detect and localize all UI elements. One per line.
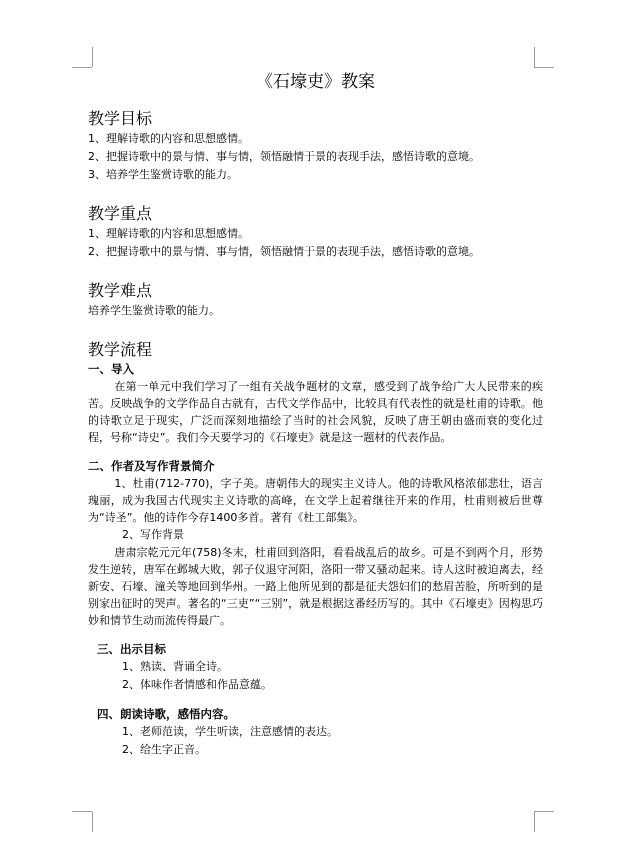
crop-mark-top-right-h <box>534 67 554 68</box>
background-paragraph: 唐肃宗乾元元年(758)冬末，杜甫回到洛阳，看看战乱后的故乡。可是不到两个月，形势发生逆转，唐军在邺城大败，郭子仪退守河阳，洛阳一带又骚动起来。诗人这时被迫离去，经新安、石壕、潼关等地回到华州。一路上他所见到的都是征夫怨妇们的愁眉苦脸，所听到的是别家出征时的哭声。著名的“三吏”“三别”，就是根据这番经历写的。其中《石壕吏》因构思巧妙和情节生动而流传得最广。 <box>88 546 543 627</box>
author-heading: 二、作者及写作背景简介 <box>88 459 215 473</box>
author-paragraph: 1、杜甫(712-770)，字子美。唐朝伟大的现实主义诗人。他的诗歌风格浓郁悲壮，语言瑰丽，成为我国古代现实主义诗歌的高峰，在文学上起着继往开来的作用，杜甫则被后世尊为“诗圣”。他的诗作今存1400多首。著有《杜工部集》。 <box>88 477 543 524</box>
reading-item: 1、老师范读，学生听读，注意感情的表达。 <box>122 725 338 738</box>
crop-mark-bottom-left-h <box>72 811 92 812</box>
goal-item: 1、熟读、背诵全诗。 <box>122 660 228 673</box>
reading-heading: 四、朗读诗歌，感悟内容。 <box>97 707 235 721</box>
document-title: 《石壕吏》教案 <box>256 72 375 92</box>
difficulty-heading: 教学难点 <box>88 281 153 300</box>
document-body <box>88 70 543 759</box>
intro-paragraph: 在第一单元中我们学习了一组有关战争题材的文章，感受到了战争给广大人民带来的疾苦。反映战争的文学作品自古就有，古代文学作品中，比较具有代表性的就是杜甫的诗歌。他的诗歌立足于现实，广泛而深刻地描绘了当时的社会风貌，反映了唐王朝由盛而衰的变化过程，号称“诗史”。我们今天要学习的《石壕吏》就是这一题材的代表作品。 <box>88 380 543 444</box>
goals-heading: 三、出示目标 <box>97 642 166 656</box>
objective-item: 2、把握诗歌中的景与情、事与情，领悟融情于景的表现手法，感悟诗歌的意境。 <box>88 150 480 163</box>
focus-item: 2、把握诗歌中的景与情、事与情，领悟融情于景的表现手法，感悟诗歌的意境。 <box>88 245 480 258</box>
crop-mark-top-left-h <box>72 67 92 68</box>
focus-heading: 教学重点 <box>88 204 153 223</box>
objective-item: 1、理解诗歌的内容和思想感情。 <box>88 132 249 145</box>
objectives-heading: 教学目标 <box>88 109 153 128</box>
process-heading: 教学流程 <box>88 340 153 359</box>
reading-item: 2、给生字正音。 <box>122 743 206 756</box>
crop-mark-top-left-v <box>92 47 93 67</box>
background-subheading: 2、写作背景 <box>122 528 184 541</box>
crop-mark-bottom-right-h <box>534 811 554 812</box>
crop-mark-top-right-v <box>534 47 535 67</box>
objective-item: 3、培养学生鉴赏诗歌的能力。 <box>88 168 238 181</box>
intro-heading: 一、导入 <box>88 362 134 376</box>
difficulty-item: 培养学生鉴赏诗歌的能力。 <box>88 304 220 317</box>
goal-item: 2、体味作者情感和作品意蕴。 <box>122 678 272 691</box>
crop-mark-bottom-left-v <box>92 812 93 832</box>
crop-mark-bottom-right-v <box>534 812 535 832</box>
focus-item: 1、理解诗歌的内容和思想感情。 <box>88 227 249 240</box>
